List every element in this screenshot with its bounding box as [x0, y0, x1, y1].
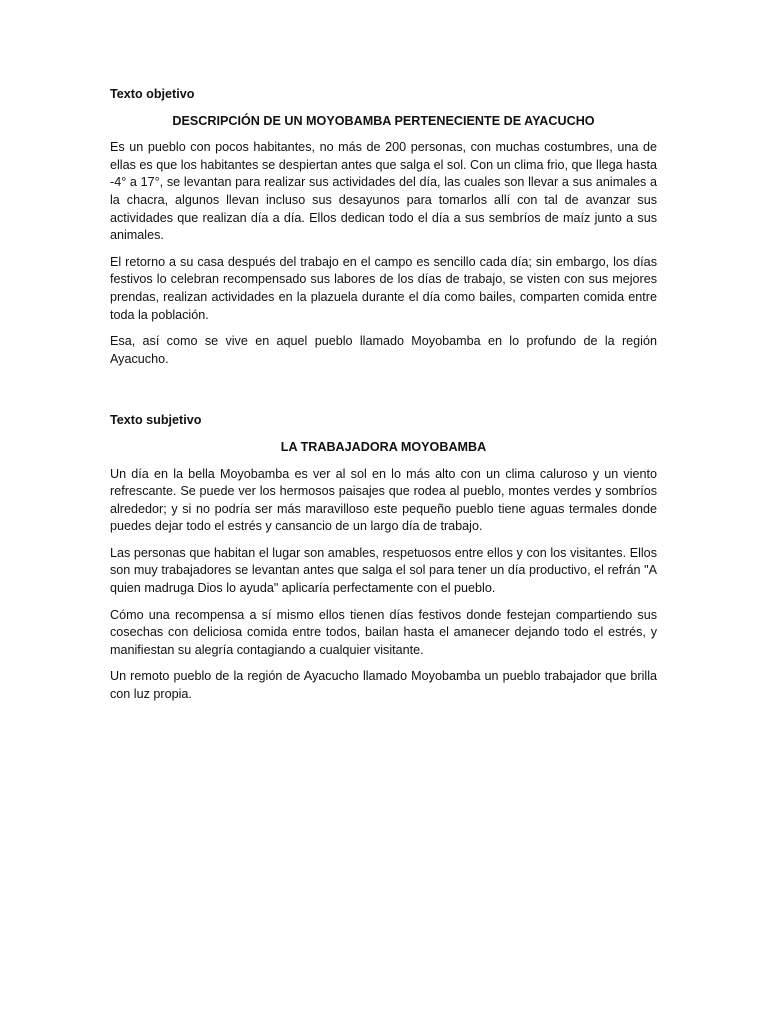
paragraph: Las personas que habitan el lugar son amables, respetuosos entre ellos y con los visitantes. Ellos son muy trabajadores se levantan antes que salga el sol para tener un día productivo, el refrán "A quien madruga Dios lo ayuda" aplicaría perfectamente con el pueblo. — [110, 545, 657, 596]
section-title-subjective: LA TRABAJADORA MOYOBAMBA — [280, 439, 487, 454]
section-title-objective: DESCRIPCIÓN DE UN MOYOBAMBA PERTENECIENTE DE AYACUCHO — [172, 113, 595, 128]
paragraph: El retorno a su casa después del trabajo en el campo es sencillo cada día; sin embargo, los días festivos lo celebran recompensado sus labores de los días de trabajo, se visten con sus mejores prendas, realizan actividades en la plazuela durante el día como bailes, comparten comida entre toda la población. — [110, 254, 657, 322]
paragraph: Cómo una recompensa a sí mismo ellos tienen días festivos donde festejan compartiendo sus cosechas con deliciosa comida entre todos, bailan hasta el amanecer dejando todo el estrés, y manifiestan su alegría contagiando a cualquier visitante. — [110, 607, 657, 657]
document-page — [110, 86, 657, 713]
paragraph: Esa, así como se vive en aquel pueblo llamado Moyobamba en lo profundo de la región Ayacucho. — [110, 334, 657, 366]
section-label-subjective: Texto subjetivo — [110, 413, 202, 428]
section-label-objective: Texto objetivo — [110, 87, 195, 101]
paragraph: Un día en la bella Moyobamba es ver al sol en lo más alto con un clima caluroso y un viento refrescante. Se puede ver los hermosos paisajes que rodea al pueblo, montes verdes y sombríos alrededor; y si no podría ser más maravilloso este pequeño pueblo tiene aguas termales donde puedes dejar todo el estrés y cansancio de un largo día de trabajo. — [110, 466, 657, 534]
paragraph: Es un pueblo con pocos habitantes, no más de 200 personas, con muchas costumbres, una de ellas es que los habitantes se despiertan antes que salga el sol. Con un clima frio, que llega hasta -4° a 17°, se levantan para realizar sus actividades del día, las cuales son llevar a sus animales a la chacra, algunos llevan incluso sus desayunos para tomarlos allí con tal de avanzar sus actividades que realizan día a día. Ellos dedican todo el día a sus sembríos de maíz junto a sus animales. — [110, 140, 657, 243]
section-spacer — [110, 377, 657, 412]
paragraph: Un remoto pueblo de la región de Ayacucho llamado Moyobamba un pueblo trabajador que brilla con luz propia. — [110, 669, 657, 702]
section-subjective — [110, 412, 657, 703]
section-objective — [110, 86, 657, 368]
